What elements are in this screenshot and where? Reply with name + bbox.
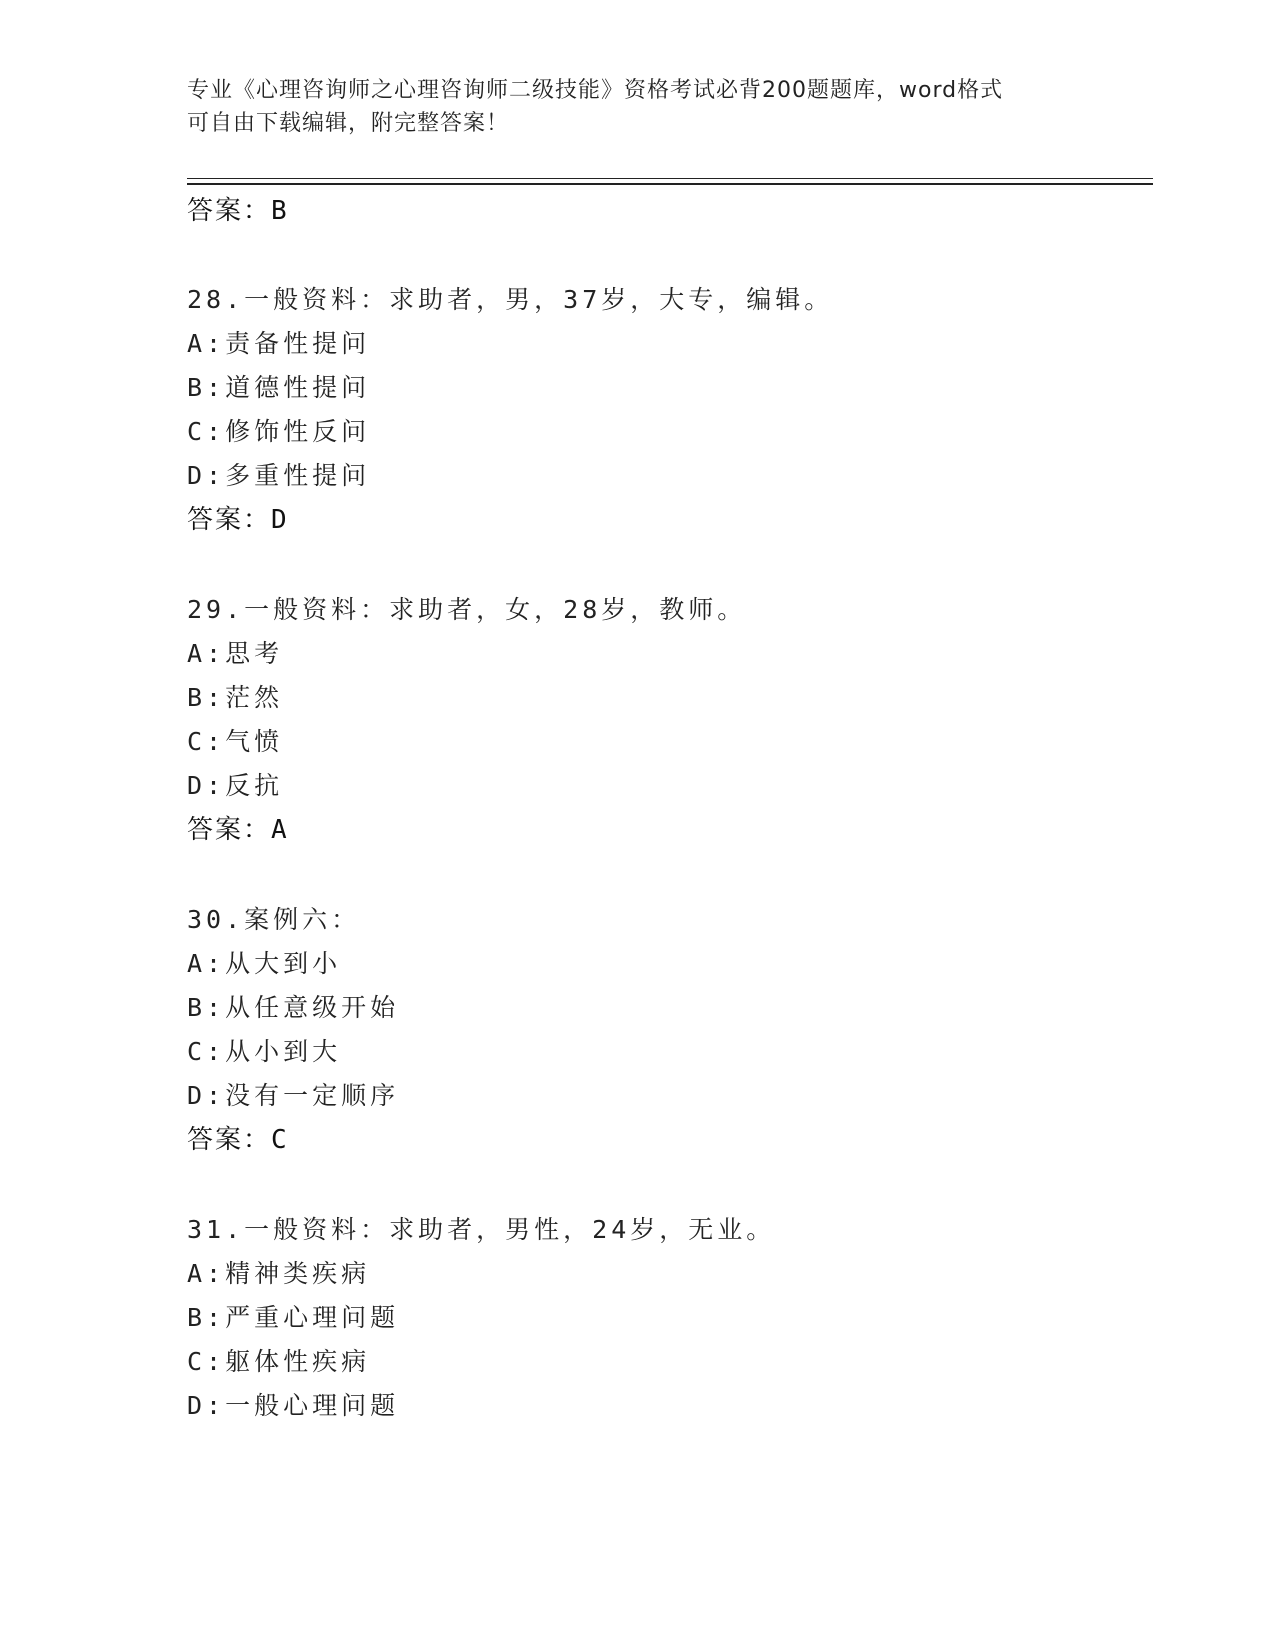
option-b: B:严重心理问题 (187, 1303, 400, 1332)
answer-line (187, 190, 287, 227)
option-d: D:反抗 (187, 771, 284, 800)
option-a: A:精神类疾病 (187, 1259, 371, 1288)
option-d: D:一般心理问题 (187, 1391, 400, 1420)
answer-label: 答案： (187, 505, 272, 535)
option-c: C:从小到大 (187, 1037, 342, 1066)
question-stem: 30.案例六： (187, 905, 361, 934)
option-d: D:多重性提问 (187, 461, 371, 490)
option-c: C:气愤 (187, 727, 284, 756)
header-line-2: 可自由下载编辑，附完整答案！ (187, 111, 510, 136)
answer-line (187, 499, 287, 536)
option-a: A:从大到小 (187, 949, 342, 978)
question-stem: 29.一般资料：求助者，女，28岁，教师。 (187, 595, 747, 624)
question-stem: 28.一般资料：求助者，男，37岁，大专，编辑。 (187, 285, 834, 314)
question-stem: 31.一般资料：求助者，男性，24岁，无业。 (187, 1215, 776, 1244)
header-line-1: 专业《心理咨询师之心理咨询师二级技能》资格考试必背200题题库，word格式 (187, 78, 1004, 103)
answer-value: A (271, 815, 287, 845)
answer-label: 答案： (187, 1125, 272, 1155)
option-b: B:茫然 (187, 683, 284, 712)
answer-value: C (271, 1125, 287, 1155)
option-a: A:责备性提问 (187, 329, 371, 358)
option-b: B:道德性提问 (187, 373, 371, 402)
header-divider-thick (187, 183, 1153, 185)
document-header (187, 74, 1087, 140)
option-b: B:从任意级开始 (187, 993, 400, 1022)
answer-value: B (271, 196, 287, 226)
option-c: C:躯体性疾病 (187, 1347, 371, 1376)
header-divider-thin (187, 178, 1153, 179)
answer-line (187, 1119, 287, 1156)
option-a: A:思考 (187, 639, 284, 668)
answer-label: 答案： (187, 196, 272, 226)
option-c: C:修饰性反问 (187, 417, 371, 446)
option-d: D:没有一定顺序 (187, 1081, 400, 1110)
answer-value: D (271, 505, 287, 535)
answer-label: 答案： (187, 815, 272, 845)
answer-line (187, 809, 287, 846)
